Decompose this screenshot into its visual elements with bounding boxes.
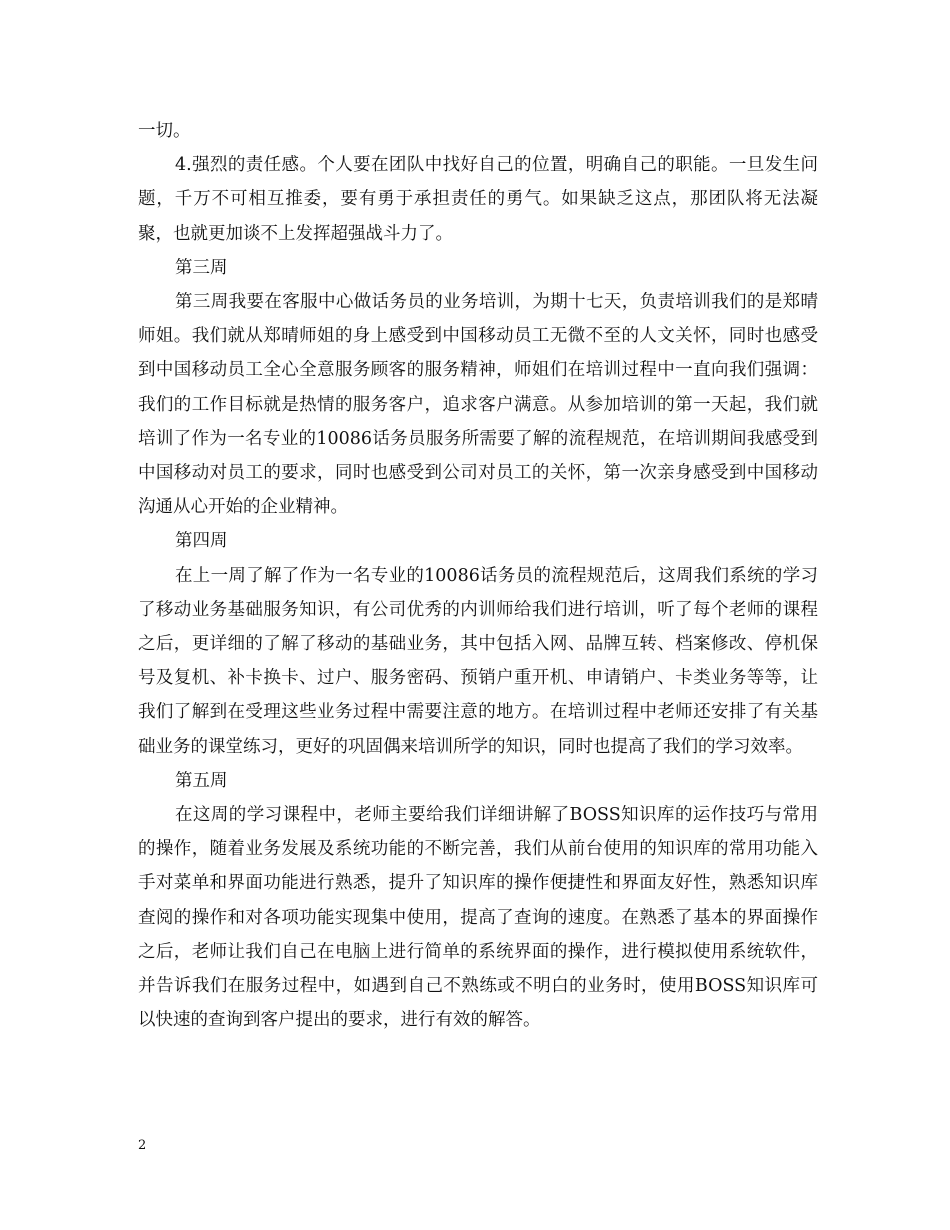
- paragraph-continuation: 一切。: [138, 121, 191, 141]
- document-body: [138, 114, 818, 1037]
- heading-week-three: 第三周: [175, 257, 228, 278]
- paragraph-week-four: 在上一周了解了作为一名专业的10086话务员的流程规范后，这周我们系统的学习了移动业务基础服务知识，有公司优秀的内训师给我们进行培训，听了每个老师的课程之后，更详细的了解了移动的基础业务，其中包括入网、品牌互转、档案修改、停机保号及复机、补卡换卡、过户、服务密码、预销户重开机、申请销户、卡类业务等等，让我们了解到在受理这些业务过程中需要注意的地方。在培训过程中老师还安排了有关基础业务的课堂练习，更好的巩固偶来培训所学的知识，同时也提高了我们的学习效率。: [138, 565, 818, 757]
- paragraph-week-three: 第三周我要在客服中心做话务员的业务培训，为期十七天，负责培训我们的是郑晴师姐。我们就从郑晴师姐的身上感受到中国移动员工无微不至的人文关怀，同时也感受到中国移动员工全心全意服务顾客的服务精神，师姐们在培训过程中一直向我们强调：我们的工作目标就是热情的服务客户，追求客户满意。从参加培训的第一天起，我们就培训了作为一名专业的10086话务员服务所需要了解的流程规范，在培训期间我感受到中国移动对员工的要求，同时也感受到公司对员工的关怀，第一次亲身感受到中国移动沟通从心开始的企业精神。: [138, 292, 818, 518]
- heading-week-five: 第五周: [175, 770, 228, 791]
- page-number: 2: [138, 1138, 147, 1153]
- paragraph-responsibility: 4.强烈的责任感。个人要在团队中找好自己的位置，明确自己的职能。一旦发生问题，千万不可相互推委，要有勇于承担责任的勇气。如果缺乏这点，那团队将无法凝聚，也就更加谈不上发挥超强战斗力了。: [138, 155, 818, 244]
- heading-week-four: 第四周: [175, 531, 228, 552]
- paragraph-week-five: 在这周的学习课程中，老师主要给我们详细讲解了BOSS知识库的运作技巧与常用的操作，随着业务发展及系统功能的不断完善，我们从前台使用的知识库的常用功能入手对菜单和界面功能进行熟悉，提升了知识库的操作便捷性和界面友好性，熟悉知识库查阅的操作和对各项功能实现集中使用，提高了查询的速度。在熟悉了基本的界面操作之后，老师让我们自己在电脑上进行简单的系统界面的操作，进行模拟使用系统软件，并告诉我们在服务过程中，如遇到自己不熟练或不明白的业务时，使用BOSS知识库可以快速的查询到客户提出的要求，进行有效的解答。: [138, 805, 818, 1031]
